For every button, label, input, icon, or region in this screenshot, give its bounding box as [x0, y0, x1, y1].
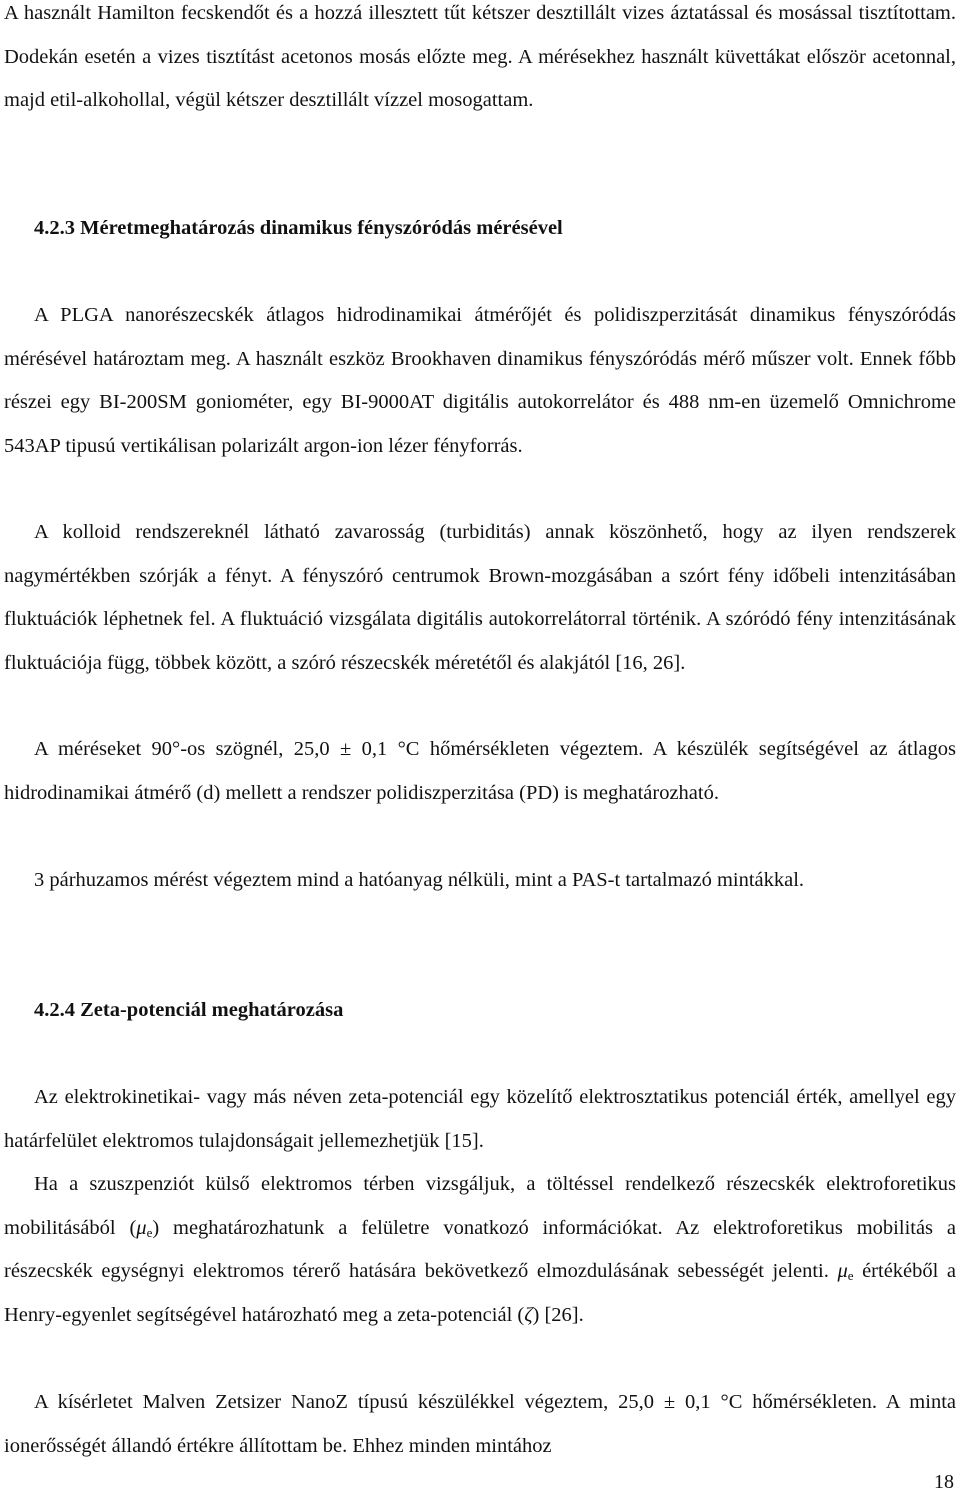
section-heading-dls: 4.2.3 Méretmeghatározás dinamikus fényszóródás mérésével — [34, 217, 563, 239]
paragraph-zeta-experiment: A kísérletet Malven Zetsizer NanoZ típusú készülékkel végeztem, 25,0 ± 0,1 °C hőmérsékleten. A minta ionerősségét állandó értékre állítottam be. Ehhez minden mintához — [4, 1391, 956, 1457]
paragraph-dls-theory: A kolloid rendszereknél látható zavarosság (turbiditás) annak köszönhető, hogy az ilyen rendszerek nagymértékben szórják a fényt. A fényszóró centrumok Brown-mozgásában a szórt fény időbeli intenzitásában fluktuációk léphetnek fel. A fluktuáció vizsgálata digitális autokorrelátorral történik. A szóródó fény intenzitásának fluktuációja függ, többek között, a szóró részecskék méretétől és alakjától [16, 26]. — [4, 521, 956, 674]
paragraph-zeta-definition: Az elektrokinetikai- vagy más néven zeta-potenciál egy közelítő elektrosztatikus potenciál érték, amellyel egy határfelület elektromos tulajdonságait jellemezhetjük [15]. — [4, 1086, 956, 1152]
zeta-text-part3: értékéből a Henry-egyenlet segítségével határozható meg a zeta-potenciál ( — [4, 1260, 956, 1326]
zeta-symbol: ζ — [524, 1303, 533, 1326]
paragraph-dls-conditions: A méréseket 90°-os szögnél, 25,0 ± 0,1 °C hőmérsékleten végeztem. A készülék segítségével az átlagos hidrodinamikai átmérő (d) mellett a rendszer polidiszperzitása (PD) is meghatározható. — [4, 738, 956, 804]
paragraph-zeta-mobility — [4, 1163, 956, 1337]
mu-symbol-2: μ — [837, 1260, 848, 1282]
paragraph-dls-replicates: 3 párhuzamos mérést végeztem mind a hatóanyag nélküli, mint a PAS-t tartalmazó mintákkal. — [34, 869, 805, 891]
mu-symbol: μ — [136, 1216, 147, 1239]
zeta-text-part1: Ha a szuszpenziót külső elektromos térben vizsgáljuk, a töltéssel rendelkező részecskék elektroforetikus mobilitásából ( — [4, 1173, 956, 1239]
paragraph-cleaning: A használt Hamilton fecskendőt és a hozzá illesztett tűt kétszer desztillált vizes áztatással és mosással tisztítottam. Dodekán esetén a vizes tisztítást acetonos mosás előzte meg. A mérésekhez használt küvettákat először acetonnal, majd etil-alkohollal, végül kétszer desztillált vízzel mosogattam. — [4, 2, 956, 111]
zeta-text-part2: ) meghatározhatunk a felületre vonatkozó információkat. Az elektroforetikus mobilitás a részecskék egységnyi elektromos térerő hatására bekövetkező elmozdulásának sebességét jelenti. — [4, 1216, 956, 1282]
zeta-text-part4: ) [26]. — [532, 1303, 584, 1326]
section-heading-zeta: 4.2.4 Zeta-potenciál meghatározása — [34, 999, 344, 1021]
mu-subscript-2: e — [847, 1268, 854, 1283]
mu-subscript: e — [146, 1224, 153, 1240]
page-number: 18 — [934, 1471, 954, 1493]
paragraph-dls-intro: A PLGA nanorészecskék átlagos hidrodinamikai átmérőjét és polidiszperzitását dinamikus fényszóródás mérésével határoztam meg. A használt eszköz Brookhaven dinamikus fényszóródás mérő műszer volt. Ennek főbb részei egy BI-200SM goniométer, egy BI-9000AT digitális autokorrelátor és 488 nm-en üzemelő Omnichrome 543AP tipusú vertikálisan polarizált argon-ion lézer fényforrás. — [4, 304, 956, 457]
